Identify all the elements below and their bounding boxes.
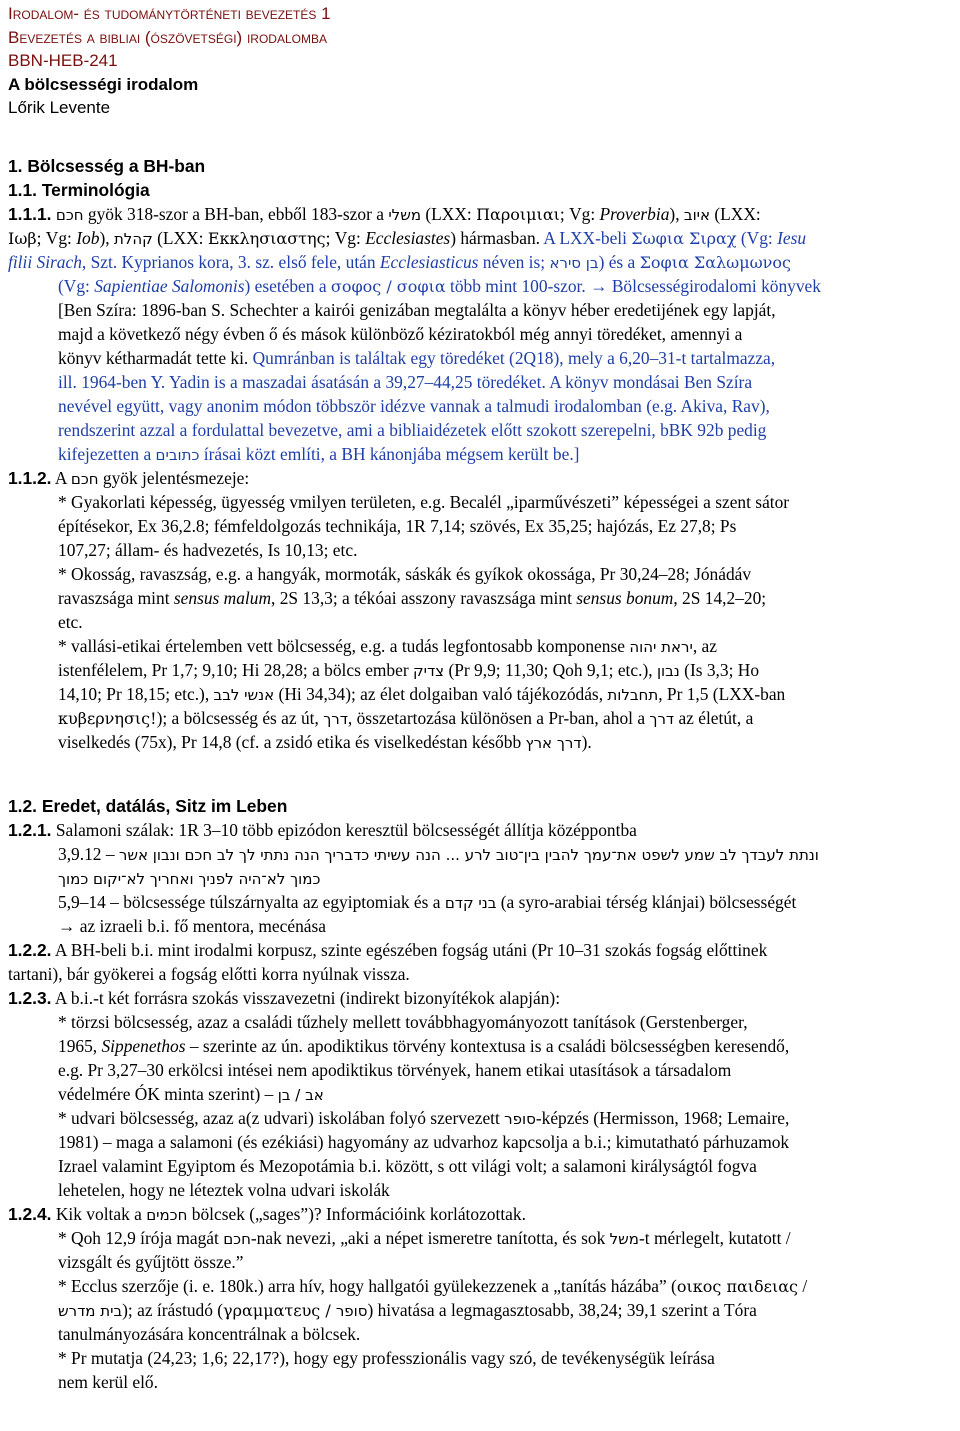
text-run: gyök jelentésmezeje: xyxy=(98,468,250,488)
paragraph-line xyxy=(58,1107,789,1132)
paragraph-line: tanulmányozására koncentrálnak a bölcsek. xyxy=(58,1324,361,1344)
greek-word: σοφος / σοφια xyxy=(330,277,446,296)
hebrew-word: בן סירא xyxy=(549,254,599,272)
text-run: / xyxy=(798,1276,808,1296)
paragraph-line: * Pr mutatja (24,23; 1,6; 22,17?), hogy egy professzionális vagy szó, de tevékenységük leírása xyxy=(58,1348,715,1368)
text-run: az életút, a xyxy=(674,708,754,728)
paragraph-line xyxy=(58,731,592,756)
paragraph-line xyxy=(58,1083,324,1108)
hebrew-word: חכם xyxy=(223,1230,251,1248)
text-run: 5,9–14 – bölcsessége túlszárnyalta az egyiptomiak és a xyxy=(58,892,445,912)
paragraph-line xyxy=(8,251,791,276)
text-run: A xyxy=(51,468,71,488)
hebrew-word: בני קדם xyxy=(444,894,497,912)
text-run: 3,9.12 – xyxy=(58,844,119,864)
greek-word: κυβερνησις! xyxy=(58,709,157,728)
text-run: * udvari bölcsesség, azaz a(z udvari) iskolában folyó szervezett xyxy=(58,1108,505,1128)
greek-word: οικος παιδειας xyxy=(676,1277,798,1296)
hebrew-quote: כמוך לא־היה לפניך ואחריך לא־יקום כמוך xyxy=(58,870,321,888)
text-run: gyök 318-szor a BH-ban, ebből 183-szor a xyxy=(83,204,389,224)
text-run: Yadin is a maszadai ásatásán a 39,27–44,25 töredéket. xyxy=(168,372,550,392)
text-run: (Is 3,3; Ho xyxy=(679,660,760,680)
text-run: A b.i.-t két forrásra szokás visszavezetni (indirekt bizonyítékok alapján): xyxy=(51,988,561,1008)
italic-run: sensus bonum xyxy=(576,588,674,608)
paragraph-line xyxy=(58,891,796,916)
section-number: 1.2.2. xyxy=(8,940,52,960)
italic-run: Iob xyxy=(76,228,100,248)
hebrew-word: בית מדרש xyxy=(58,1302,123,1320)
greek-word: Εκκλησιαστης xyxy=(207,229,326,248)
text-run: istenfélelem, Pr 1,7; 9,10; Hi 28,28; a bölcs ember xyxy=(58,660,413,680)
header-title: A bölcsességi irodalom xyxy=(8,74,199,94)
hebrew-word: סופר xyxy=(504,1110,536,1128)
hebrew-word: משל xyxy=(609,1230,639,1248)
header-subtitle-line: Bevezetés a bibliai (ószövetségi) irodalomba xyxy=(8,27,327,47)
paragraph-line: Izrael valamint Egyiptom és Mezopotámia b.i. között, s ott világi volt; a salamoni királyságtól fogva xyxy=(58,1156,757,1176)
text-run: ); a bölcsesség és az út, xyxy=(156,708,324,728)
section-number: 1.2.3. xyxy=(8,988,52,1008)
hebrew-word: צדיק xyxy=(413,662,445,680)
text-run: , összetartozása különösen a Pr-ban, ahol a xyxy=(347,708,650,728)
text-run: védelmére ÓK minta szerint) – xyxy=(58,1084,278,1104)
section-number: 1.1.2. xyxy=(8,468,52,488)
text-run: Schechter a kairói genizában megtalálta a könyv héber eredetijének egy lapját, xyxy=(229,300,776,320)
section-number: 1.1.1. xyxy=(8,204,52,224)
paragraph-line: rendszerint azzal a fordulattal bevezetve, ami a bibliaidézetek előtt szokott szerepelni, bBK 92b pedig xyxy=(58,420,767,440)
italic-run: sensus malum xyxy=(173,588,272,608)
text-run: , Pr 1,5 (LXX-ban xyxy=(658,684,786,704)
paragraph-line: 1981) – maga a salamoni (és ezékiási) hagyomány az udvarhoz kapcsolja a b.i.; kimutatható párhuzamok xyxy=(58,1132,790,1152)
text-run: írásai közt említi, a BH kánonjába mégsem került be.] xyxy=(199,444,580,464)
paragraph-line xyxy=(8,939,767,963)
paragraph-line xyxy=(8,1203,526,1228)
paragraph-line xyxy=(58,843,819,868)
text-run: 1965, xyxy=(58,1036,102,1056)
text-run: – szerinte az ún. apodiktikus törvény kontextusa is a családi bölcsességben keresendő, xyxy=(185,1036,790,1056)
paragraph-line: 107,27; állam- és hadvezetés, Is 10,13; etc. xyxy=(58,540,358,560)
paragraph-line: építésekor, Ex 36,2.8; fémfeldolgozás technikája, 1R 7,14; szövés, Ex 35,25; hajózás, Ez 27,8; Ps xyxy=(58,516,737,536)
greek-word: γραμματευς / xyxy=(223,1301,336,1320)
text-run: (LXX: xyxy=(421,204,477,224)
hebrew-word: איוב xyxy=(683,206,711,224)
italic-run: Proverbia xyxy=(599,204,670,224)
paragraph-line: etc. xyxy=(58,612,83,632)
document-header xyxy=(8,2,331,120)
text-run: Kik voltak a xyxy=(51,1204,147,1224)
paragraph-line: nem kerül elő. xyxy=(58,1372,158,1392)
text-run: ) esetében a xyxy=(244,276,331,296)
text-run: ; Vg: xyxy=(325,228,366,248)
text-run: → Bölcsességirodalomi könyvek xyxy=(590,276,821,296)
paragraph-line xyxy=(58,587,766,611)
paragraph-line xyxy=(58,443,579,468)
text-run: [Ben Szíra: 1896-ban S. xyxy=(58,300,230,320)
paragraph-line: nevével együtt, vagy anonim módon többször idézve vannak a talmudi irodalomban (e.g. Akiva, Rav), xyxy=(58,396,770,416)
paragraph-line xyxy=(58,1035,789,1059)
text-run: ), xyxy=(99,228,114,248)
hebrew-word: דרך xyxy=(649,710,675,728)
hebrew-word: דרך xyxy=(323,710,348,728)
text-run: -képzés (Hermisson, 1968; Lemaire, xyxy=(535,1108,790,1128)
text-run: (Vg: xyxy=(58,276,95,296)
text-run: (a syro-arabiai térség klánjai) bölcsességét xyxy=(496,892,797,912)
paragraph-line: majd a következő négy évben ő és mások különböző kéziratokból még annyi töredéket, amennyi a xyxy=(58,324,743,344)
section-number: 1.2.1. xyxy=(8,820,52,840)
paragraph-line xyxy=(58,867,320,892)
paragraph-line xyxy=(58,659,759,684)
text-run: -t mérlegelt, kutatott / xyxy=(639,1228,791,1248)
blue-run: A LXX-beli xyxy=(543,228,632,248)
hebrew-word: תחבלות xyxy=(607,686,659,704)
text-run: * Ecclus szerzője (i. e. 180k.) arra hív, hogy hallgatói gyülekezzenek a „tanítás házába” ( xyxy=(58,1276,677,1296)
hebrew-word: נבון xyxy=(656,662,680,680)
paragraph-line: tartani), bár gyökerei a fogság előtti korra nyúlnak vissza. xyxy=(8,964,410,984)
italic-run: Ecclesiasticus xyxy=(379,252,479,272)
paragraph-line: * Okosság, ravaszság, e.g. a hangyák, mormoták, sáskák és gyíkok okossága, Pr 30,24–28; Jónádáv xyxy=(58,564,752,584)
text-run: A BH-beli b.i. mint irodalmi korpusz, szinte egészében fogság utáni (Pr 10–31 szokás fogság előttinek xyxy=(51,940,768,960)
paragraph-line xyxy=(58,635,717,660)
italic-run: Ecclesiastes xyxy=(365,228,451,248)
text-run: bölcsek („sages”)? Információink korlátozottak. xyxy=(187,1204,526,1224)
hebrew-word: אב / בן xyxy=(277,1086,324,1104)
paragraph-line xyxy=(58,1227,791,1252)
hebrew-word: חכם xyxy=(55,206,84,224)
text-run: 14,10; Pr 18,15; etc.), xyxy=(58,684,214,704)
text-run: viselkedés (75x), Pr 14,8 (cf. a zsidó etika és viselkedéstan később xyxy=(58,732,526,752)
text-run: , az xyxy=(692,636,717,656)
hebrew-word: דרך ארץ xyxy=(525,734,582,752)
hebrew-word: יראת יהוה xyxy=(629,638,693,656)
paragraph-line xyxy=(8,227,806,252)
text-run: (Hi 34,34); az élet dolgaiban való tájékozódás, xyxy=(274,684,608,704)
text-run: néven is; xyxy=(478,252,550,272)
paragraph-line: → az izraeli b.i. fő mentora, mecénása xyxy=(58,916,326,936)
section-1-2-heading xyxy=(8,795,287,819)
header-author: Lőrik Levente xyxy=(8,98,111,118)
paragraph-line xyxy=(58,707,753,732)
text-run: ) hivatása a legmagasztosabb, 38,24; 39,1 szerint a Tóra xyxy=(367,1300,757,1320)
section-1-1-heading: 1.1. Terminológia xyxy=(8,180,150,200)
text-run: * Qoh 12,9 írója magát xyxy=(58,1228,224,1248)
text-run: ) és a xyxy=(598,252,640,272)
text-run: * vallási-etikai értelemben vett bölcsesség, e.g. a tudás legfontosabb komponense xyxy=(58,636,630,656)
section-1-heading: 1. Bölcsesség a BH-ban xyxy=(8,156,206,176)
text-run: , Szt. Kyprianos kora, 3. sz. xyxy=(81,252,279,272)
text-run: ; Vg: xyxy=(36,228,77,248)
greek-word: Σωφια Σιραχ xyxy=(631,229,737,248)
text-run: ; Vg: xyxy=(559,204,600,224)
text-run: ) hármasban. xyxy=(450,228,544,248)
text-run: ravaszsága mint xyxy=(58,588,174,608)
paragraph-line xyxy=(58,683,785,708)
hebrew-word: כתובים xyxy=(155,446,200,464)
text-run: (LXX: xyxy=(152,228,208,248)
paragraph-line: * Gyakorlati képesség, ügyesség vmilyen területen, e.g. Becalél „iparművészeti” képességei a szent sátor xyxy=(58,492,790,512)
text-run: könyv kétharmadát tette ki. xyxy=(58,348,253,368)
section-title: 1.2. Eredet, datálás, Sitz im Leben xyxy=(8,796,288,816)
hebrew-word: חכם xyxy=(70,470,99,488)
paragraph-line xyxy=(58,371,752,395)
paragraph-line xyxy=(58,1299,757,1324)
hebrew-word: סופר xyxy=(335,1302,368,1320)
text-run: több mint 100-szor. xyxy=(445,276,591,296)
text-run: -nak nevezi, „aki a népet ismeretre tanította, és sok xyxy=(250,1228,610,1248)
text-run: kifejezetten a xyxy=(58,444,156,464)
paragraph-line xyxy=(58,347,775,371)
italic-run: Sapientiae Salomonis xyxy=(94,276,245,296)
blue-run: Qumránban is találtak egy töredéket (2Q18), mely a 6,20–31-t tartalmazza, xyxy=(252,348,776,368)
hebrew-word: קהלת xyxy=(113,230,153,248)
text-run: első fele, után xyxy=(278,252,380,272)
blue-run: (Vg: xyxy=(736,228,778,248)
italic-run: Sippenethos xyxy=(101,1036,186,1056)
text-run: ); az írástudó ( xyxy=(122,1300,224,1320)
text-run: (LXX: xyxy=(710,204,761,224)
header-course-line: Irodalom- és tudománytörténeti bevezetés 1 xyxy=(8,4,331,23)
paragraph-line: * törzsi bölcsesség, azaz a családi tűzhely mellett továbbhagyományozott tanítások (Gerstenberger, xyxy=(58,1012,748,1032)
paragraph-line xyxy=(58,299,776,323)
greek-word: Σοφια Σαλωμωνος xyxy=(639,253,791,272)
paragraph-line: lehetelen, hogy ne léteztek volna udvari iskolák xyxy=(58,1180,390,1200)
text-run: , 2S 14,2–20; xyxy=(673,588,767,608)
text-run: Salamoni szálak: 1R 3–10 több epizódon keresztül bölcsességét állítja középpontba xyxy=(51,820,637,840)
italic-run: filii Sirach xyxy=(8,252,82,272)
text-run: , 2S 13,3; a tékóai asszony ravaszsága mint xyxy=(271,588,577,608)
paragraph-line xyxy=(58,1275,807,1299)
text-run: A könyv mondásai Ben Szíra xyxy=(549,372,753,392)
hebrew-word: משלי xyxy=(388,206,422,224)
text-run: ), xyxy=(669,204,684,224)
header-course-code: BBN-HEB-241 xyxy=(8,51,118,71)
greek-word: Ιωβ xyxy=(8,229,37,248)
paragraph-line xyxy=(8,819,637,843)
paragraph-line: e.g. Pr 3,27–30 erkölcsi intései nem apodiktikus törvények, hanem etikai utasítások a társadalom xyxy=(58,1060,732,1080)
hebrew-quote: ונתת לעבדך לב שמע לשפט את־עמך להבין בין־טוב לרע ... הנה עשיתי כדבריך הנה נתתי לך לב חכם ונבון אשר xyxy=(118,846,819,864)
paragraph-line xyxy=(8,203,761,228)
paragraph-line xyxy=(8,467,249,492)
text-run: (Pr 9,9; 11,30; Qoh 9,1; etc.), xyxy=(444,660,657,680)
text-run: ill. 1964-ben Y. xyxy=(58,372,169,392)
paragraph-line xyxy=(8,987,560,1011)
hebrew-word: אנשי לבב xyxy=(213,686,275,704)
text-run: ). xyxy=(581,732,592,752)
greek-word: Παροιμιαι xyxy=(476,205,560,224)
paragraph-line: vizsgált és gyűjtött össze.” xyxy=(58,1252,244,1272)
section-number: 1.2.4. xyxy=(8,1204,52,1224)
paragraph-line xyxy=(58,275,821,299)
hebrew-word: חכמים xyxy=(146,1206,188,1224)
italic-run: Iesu xyxy=(777,228,807,248)
